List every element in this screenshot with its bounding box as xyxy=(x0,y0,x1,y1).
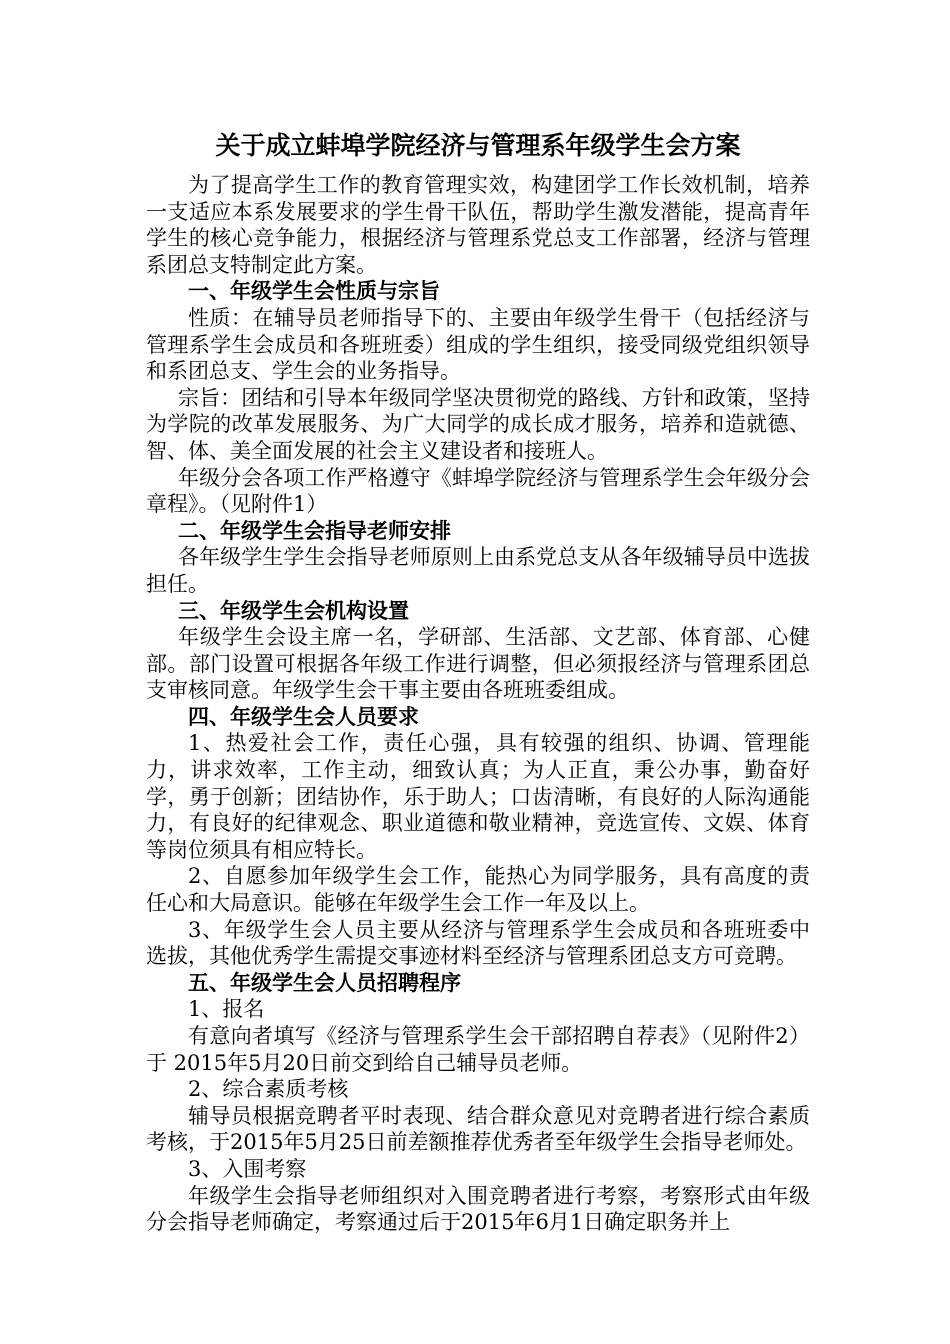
document-title: 关于成立蚌埠学院经济与管理系年级学生会方案 xyxy=(215,131,741,160)
requirement-item-1: 1、热爱社会工作，责任心强，具有较强的组织、协调、管理能力，讲求效率，工作主动，细致认真；为人正直，秉公办事，勤奋好学，勇于创新；团结协作，乐于助人；口齿清晰，有良好的人际沟通能力，有良好的纪律观念、职业道德和敬业精神，竞选宣传、文娱、体育等岗位须具有相应特长。 xyxy=(146,731,810,862)
step-1-text: 有意向者填写《经济与管理系学生会干部招聘自荐表》（见附件2）于 2015年5月20日前交到给自己辅导员老师。 xyxy=(146,1024,810,1075)
section-heading-5: 五、年级学生会人员招聘程序 xyxy=(188,969,461,995)
section-heading-4: 四、年级学生会人员要求 xyxy=(188,703,419,729)
structure-paragraph: 年级学生会设主席一名，学研部、生活部、文艺部、体育部、心健部。部门设置可根据各年级工作进行调整，但必须报经济与管理系团总支审核同意。年级学生会干事主要由各班班委组成。 xyxy=(146,625,810,703)
step-2-title: 2、综合素质考核 xyxy=(188,1077,349,1102)
requirement-item-3: 3、年级学生会人员主要从经济与管理系学生会成员和各班班委中选拔，其他优秀学生需提交事迹材料至经济与管理系团总支方可竞聘。 xyxy=(146,917,810,969)
step-3-text: 年级学生会指导老师组织对入围竞聘者进行考察，考察形式由年级分会指导老师确定，考察通过后于2015年6月1日确定职务并上 xyxy=(146,1183,810,1235)
section-heading-3: 三、年级学生会机构设置 xyxy=(178,597,409,623)
step-2-text: 辅导员根据竞聘者平时表现、结合群众意见对竞聘者进行综合素质考核，于2015年5月25日前差额推荐优秀者至年级学生会指导老师处。 xyxy=(146,1103,810,1155)
advisor-paragraph: 各年级学生学生会指导老师原则上由系党总支从各年级辅导员中选拔担任。 xyxy=(146,545,810,596)
document-page xyxy=(146,128,810,1236)
step-3-title: 3、入围考察 xyxy=(188,1156,307,1181)
section-heading-1: 一、年级学生会性质与宗旨 xyxy=(188,278,440,304)
step-1-title: 1、报名 xyxy=(188,997,265,1022)
rules-paragraph: 年级分会各项工作严格遵守《蚌埠学院经济与管理系学生会年级分会章程》。（见附件1） xyxy=(146,465,810,517)
purpose-paragraph: 宗旨：团结和引导本年级同学坚决贯彻党的路线、方针和政策，坚持为学院的改革发展服务、为广大同学的成长成才服务，培养和造就德、智、体、美全面发展的社会主义建设者和接班人。 xyxy=(146,385,810,463)
nature-paragraph: 性质：在辅导员老师指导下的、主要由年级学生骨干（包括经济与管理系学生会成员和各班班委）组成的学生组织，接受同级党组织领导和系团总支、学生会的业务指导。 xyxy=(146,305,810,384)
intro-paragraph: 为了提高学生工作的教育管理实效，构建团学工作长效机制，培养一支适应本系发展要求的学生骨干队伍，帮助学生激发潜能，提高青年学生的核心竞争能力，根据经济与管理系党总支工作部署，经济与管理系团总支特制定此方案。 xyxy=(146,173,810,277)
requirement-item-2: 2、自愿参加年级学生会工作，能热心为同学服务，具有高度的责任心和大局意识。能够在年级学生会工作一年及以上。 xyxy=(146,864,810,916)
section-heading-2: 二、年级学生会指导老师安排 xyxy=(178,517,451,543)
